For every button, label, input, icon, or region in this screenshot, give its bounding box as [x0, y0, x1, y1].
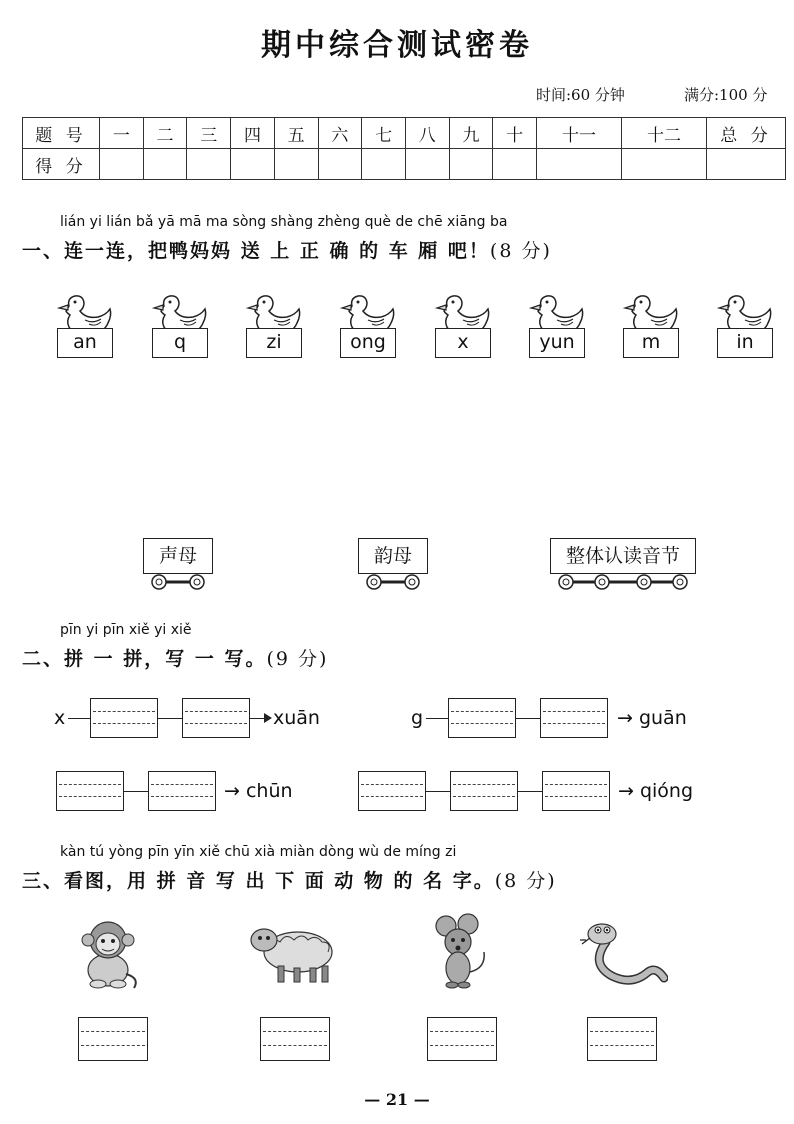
- score-col: 七: [362, 118, 406, 149]
- score-cell[interactable]: [622, 149, 707, 180]
- snake-icon: [576, 918, 668, 990]
- pinyin-write-box[interactable]: [182, 698, 250, 738]
- wheels-icon: [149, 572, 207, 592]
- q3-heading-text: 三、看图，用 拼 音 写 出 下 面 动 物 的 名 字。: [22, 870, 495, 892]
- duck-label: yun: [529, 328, 585, 358]
- cart-label: 韵母: [358, 538, 428, 574]
- score-table: [22, 117, 786, 180]
- q2-result-qiong: → qióng: [618, 780, 694, 802]
- cart-zhengti[interactable]: [550, 538, 696, 594]
- score-col: 九: [449, 118, 493, 149]
- connector-line: [158, 718, 182, 719]
- pinyin-write-box[interactable]: [358, 771, 426, 811]
- page-number: — 21 —: [364, 1090, 430, 1109]
- animal-answer-box[interactable]: [587, 1017, 657, 1061]
- score-col: 五: [274, 118, 318, 149]
- page-title: 期中综合测试密卷: [261, 28, 533, 63]
- wheels-icon: [364, 572, 422, 592]
- sheep-icon: [244, 916, 340, 988]
- duck-label: in: [717, 328, 773, 358]
- duck-label: ong: [340, 328, 396, 358]
- mouse-icon: [432, 912, 492, 990]
- q2-start-g: g: [411, 707, 424, 729]
- score-cell[interactable]: [405, 149, 449, 180]
- score-cell[interactable]: [231, 149, 275, 180]
- q2-heading-text: 二、拼 一 拼，写 一 写。: [22, 648, 267, 670]
- score-cell[interactable]: [100, 149, 144, 180]
- score-cell[interactable]: [362, 149, 406, 180]
- score-col: 二: [143, 118, 187, 149]
- duck-label: x: [435, 328, 491, 358]
- score-col-total: 总 分: [707, 118, 786, 149]
- q2-result-chun: → chūn: [224, 780, 293, 802]
- duck-label: an: [57, 328, 113, 358]
- score-cell[interactable]: [707, 149, 786, 180]
- score-col: 十二: [622, 118, 707, 149]
- time-limit: 时间:60 分钟: [536, 86, 625, 104]
- q3-heading: [22, 866, 557, 893]
- score-cell[interactable]: [274, 149, 318, 180]
- score-cell[interactable]: [493, 149, 537, 180]
- pinyin-write-box[interactable]: [542, 771, 610, 811]
- pinyin-write-box[interactable]: [450, 771, 518, 811]
- score-cell[interactable]: [537, 149, 622, 180]
- score-cell[interactable]: [449, 149, 493, 180]
- connector-line: [426, 791, 450, 792]
- cart-label: 整体认读音节: [550, 538, 696, 574]
- q2-result-xuan: xuān: [273, 707, 320, 729]
- score-cell[interactable]: [187, 149, 231, 180]
- connector-line: [518, 791, 542, 792]
- score-col: 六: [318, 118, 362, 149]
- duck-label: m: [623, 328, 679, 358]
- pinyin-write-box[interactable]: [90, 698, 158, 738]
- score-table-header-row: [23, 118, 786, 149]
- animal-answer-box[interactable]: [78, 1017, 148, 1061]
- score-col: 八: [405, 118, 449, 149]
- score-cell[interactable]: [143, 149, 187, 180]
- full-score: 满分:100 分: [684, 86, 768, 104]
- animal-answer-box[interactable]: [260, 1017, 330, 1061]
- connector-line: [516, 718, 540, 719]
- q2-pinyin: pīn yi pīn xiě yi xiě: [60, 622, 192, 638]
- score-col: 四: [231, 118, 275, 149]
- q3-pinyin: kàn tú yòng pīn yīn xiě chū xià miàn dòng wù de míng zi: [60, 844, 457, 860]
- q2-start-x: x: [54, 707, 66, 729]
- q1-points: (8 分): [489, 240, 552, 262]
- q2-heading: [22, 644, 328, 671]
- score-table-row-label: 题 号: [23, 118, 100, 149]
- duck-label: zi: [246, 328, 302, 358]
- cart-shengmu[interactable]: [143, 538, 213, 594]
- q2-result-guan: → guān: [617, 707, 687, 729]
- score-col: 三: [187, 118, 231, 149]
- score-col: 十: [493, 118, 537, 149]
- q1-heading-text: 一、连一连，把鸭妈妈 送 上 正 确 的 车 厢 吧！: [22, 240, 490, 262]
- cart-label: 声母: [143, 538, 213, 574]
- cart-yunmu[interactable]: [358, 538, 428, 594]
- pinyin-write-box[interactable]: [56, 771, 124, 811]
- arrow-icon: [264, 713, 272, 723]
- connector-line: [68, 718, 90, 719]
- duck-label: q: [152, 328, 208, 358]
- score-table-score-row: [23, 149, 786, 180]
- pinyin-write-box[interactable]: [448, 698, 516, 738]
- score-table-row-label: 得 分: [23, 149, 100, 180]
- q3-points: (8 分): [494, 870, 557, 892]
- score-col: 一: [100, 118, 144, 149]
- wheels-icon: [556, 572, 690, 592]
- monkey-icon: [74, 914, 144, 990]
- q2-points: (9 分): [266, 648, 329, 670]
- q1-pinyin: lián yi lián bǎ yā mā ma sòng shàng zhèng què de chē xiāng ba: [60, 214, 508, 230]
- pinyin-write-box[interactable]: [540, 698, 608, 738]
- score-cell[interactable]: [318, 149, 362, 180]
- q1-heading: [22, 236, 552, 263]
- connector-line: [124, 791, 148, 792]
- pinyin-write-box[interactable]: [148, 771, 216, 811]
- animal-answer-box[interactable]: [427, 1017, 497, 1061]
- score-col: 十一: [537, 118, 622, 149]
- connector-line: [426, 718, 448, 719]
